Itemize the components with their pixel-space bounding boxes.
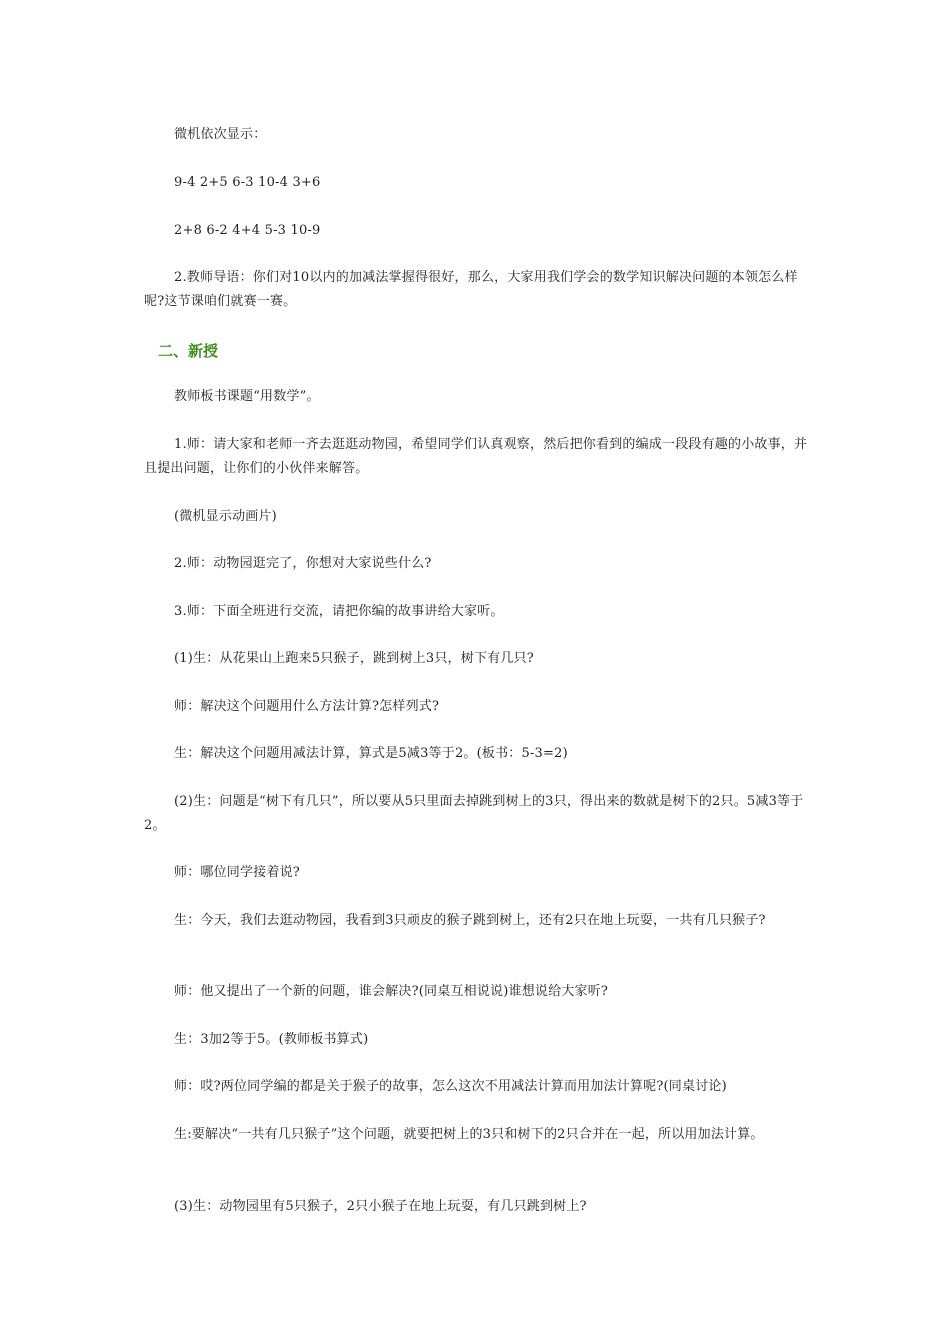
paragraph-animation: (微机显示动画片) [174, 509, 277, 524]
paragraph-student-story-1: (1)生：从花果山上跑来5只猴子，跳到树上3只，树下有几只? [174, 651, 534, 666]
paragraph-teacher-method: 师：解决这个问题用什么方法计算?怎样列式? [174, 699, 440, 714]
paragraph-student-story-2: 生：今天，我们去逛动物园，我看到3只顽皮的猴子跳到树上，还有2只在地上玩耍，一共有几只猴子? [174, 913, 766, 928]
paragraph-student-story-3: (3)生：动物园里有5只猴子，2只小猴子在地上玩耍，有几只跳到树上? [174, 1199, 587, 1214]
paragraph-teacher-question-2: 2.师：动物园逛完了，你想对大家说些什么? [174, 556, 432, 571]
paragraph-student-explain-addition: 生:要解决“一共有几只猴子”这个问题，就要把树上的3只和树下的2只合并在一起，所以用加法计算。 [174, 1127, 764, 1142]
paragraph-teacher-intro: 2.教师导语：你们对10以内的加减法掌握得很好，那么，大家用我们学会的数学知识解决问题的本领怎么样呢?这节课咱们就赛一赛。 [144, 270, 798, 309]
section-heading-new-lesson: 二、新授 [158, 342, 219, 360]
paragraph-teacher-why-addition: 师：哎?两位同学编的都是关于猴子的故事，怎么这次不用减法计算而用加法计算呢?(同桌讨论) [174, 1079, 727, 1094]
paragraph-student-answer-1: 生：解决这个问题用减法计算，算式是5减3等于2。(板书：5-3=2) [174, 746, 568, 761]
paragraph-display-intro: 微机依次显示： [174, 127, 267, 142]
paragraph-student-explain-2: (2)生：问题是“树下有几只”，所以要从5只里面去掉跳到树上的3只，得出来的数就是树下的2只。5减3等于2。 [144, 794, 804, 833]
paragraph-expressions-row-1: 9-4 2+5 6-3 10-4 3+6 [174, 175, 321, 190]
paragraph-teacher-next: 师：哪位同学接着说? [174, 865, 300, 880]
paragraph-student-answer-2: 生：3加2等于5。(教师板书算式) [174, 1032, 369, 1047]
paragraph-lesson-title: 教师板书课题“用数学”。 [174, 389, 320, 404]
paragraph-expressions-row-2: 2+8 6-2 4+4 5-3 10-9 [174, 223, 321, 238]
paragraph-zoo-visit: 1.师：请大家和老师一齐去逛逛动物园，希望同学们认真观察，然后把你看到的编成一段段有趣的小故事，并且提出问题，让你们的小伙伴来解答。 [144, 437, 808, 476]
paragraph-teacher-question-3: 3.师：下面全班进行交流，请把你编的故事讲给大家听。 [174, 604, 504, 619]
paragraph-teacher-new-question: 师：他又提出了一个新的问题，谁会解决?(同桌互相说说)谁想说给大家听? [174, 984, 609, 999]
